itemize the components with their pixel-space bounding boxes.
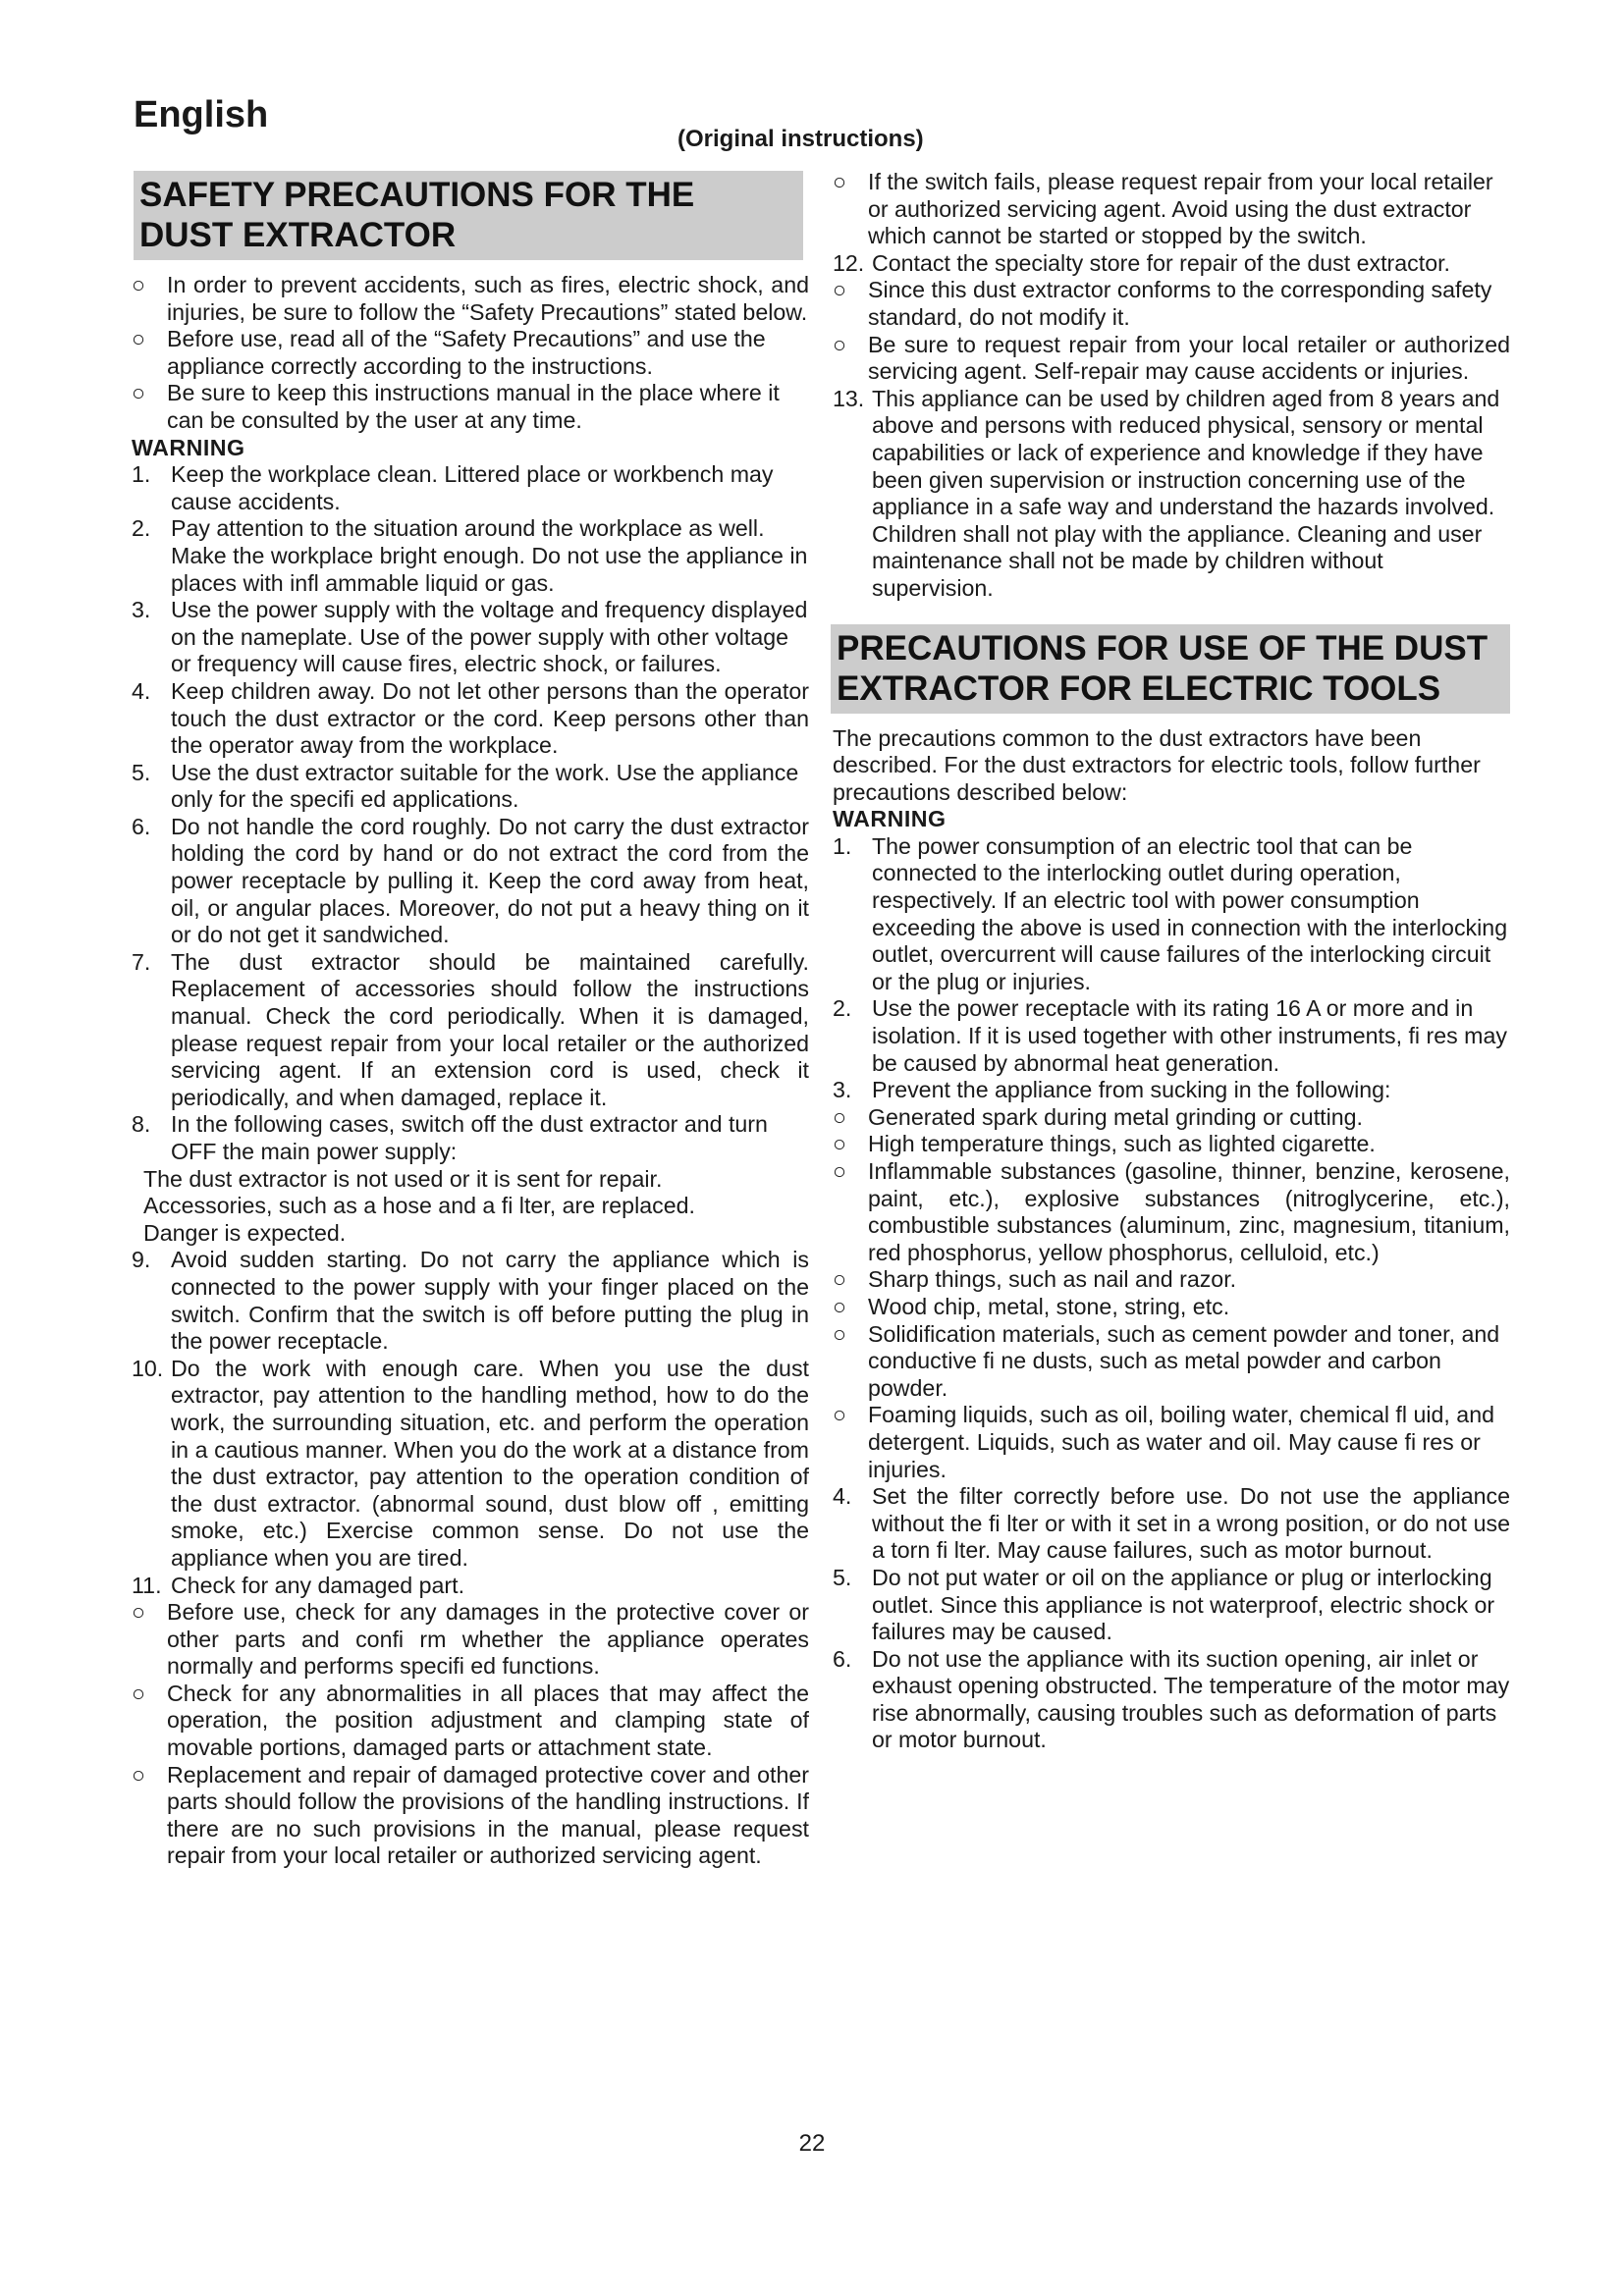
item-number: 11. — [132, 1572, 162, 1598]
list-item — [132, 461, 809, 515]
circle-bullet-icon: ○ — [132, 272, 146, 297]
list-item — [132, 1247, 809, 1355]
sucking-hazard-bullet — [833, 1266, 1510, 1294]
bullet-text: Generated spark during metal grinding or cutting. — [868, 1103, 1363, 1130]
sucking-hazard-bullet — [833, 1158, 1510, 1266]
check-bullet — [132, 1762, 809, 1870]
list-item — [833, 1077, 1510, 1104]
list-item — [132, 678, 809, 760]
item-text: Keep children away. Do not let other persons than the operator touch the dust extractor or the cord. Keep persons other than the operator away from the workplace. — [171, 677, 809, 759]
bullet-text: Before use, check for any damages in the protective cover or other parts and confi rm whether the appliance operates normally and performs specifi ed functions. — [167, 1599, 809, 1680]
original-instructions-label: (Original instructions) — [677, 126, 924, 152]
item-number: 4. — [833, 1483, 852, 1510]
list-item — [833, 833, 1510, 996]
circle-bullet-icon: ○ — [833, 1158, 847, 1184]
list-item — [833, 1565, 1510, 1646]
list-item — [132, 1356, 809, 1573]
check-bullet — [833, 277, 1510, 331]
item-text: Do not handle the cord roughly. Do not carry the dust extractor holding the cord by hand or do not extract the cord from the power receptacle by pulling it. Keep the cord away from heat, oil, or angular places. Moreover, do not put a heavy thing on it or do not get it sandwiched. — [171, 813, 809, 948]
page-number: 22 — [798, 2130, 826, 2157]
item-text: Avoid sudden starting. Do not carry the appliance which is connected to the power supply with your finger placed on the switch. Confirm that the switch is off before putting the plug in the power receptacle. — [171, 1247, 809, 1355]
sub-item: The dust extractor is not used or it is sent for repair. — [143, 1165, 663, 1192]
item-text: In the following cases, switch off the dust extractor and turn OFF the main power supply: — [171, 1111, 768, 1164]
item-number: 2. — [833, 995, 852, 1022]
list-item — [833, 250, 1510, 278]
item-number: 8. — [132, 1111, 151, 1138]
bullet-text: Inflammable substances (gasoline, thinner, benzine, kerosene, paint, etc.), explosive substances (nitroglycerine, etc.), combustible substances (aluminum, zinc, magnesium, titanium, red phosphorus, yellow phosphorus, celluloid, etc.) — [868, 1158, 1510, 1265]
item-number: 13. — [833, 385, 865, 411]
circle-bullet-icon: ○ — [132, 326, 146, 352]
item-number: 6. — [833, 1645, 852, 1672]
electric-tools-precautions-heading: PRECAUTIONS FOR USE OF THE DUST EXTRACTOR FOR ELECTRIC TOOLS — [831, 624, 1510, 714]
item-number: 4. — [132, 677, 151, 704]
item-text: Set the filter correctly before use. Do not use the appliance without the fi lter or with it set in a wrong position, or do not use a torn fi lter. May cause failures, such as motor burnout. — [872, 1483, 1510, 1564]
bullet-text: Foaming liquids, such as oil, boiling water, chemical fl uid, and detergent. Liquids, such as water and oil. May cause fi res or injuries. — [868, 1402, 1494, 1482]
item-text: Use the power receptacle with its rating 16 A or more and in isolation. If it is used together with other instruments, fi res may be caused by abnormal heat generation. — [872, 995, 1507, 1076]
sucking-hazard-bullet — [833, 1104, 1510, 1132]
sucking-hazard-bullet — [833, 1131, 1510, 1158]
bullet-text: Be sure to request repair from your local retailer or authorized servicing agent. Self-repair may cause accidents or injuries. — [868, 331, 1510, 385]
list-item — [132, 1573, 809, 1600]
circle-bullet-icon: ○ — [833, 169, 847, 194]
check-bullet — [132, 1681, 809, 1762]
right-column — [833, 169, 1510, 1754]
item-number: 1. — [833, 832, 852, 859]
bullet-text: If the switch fails, please request repair from your local retailer or authorized servicing agent. Avoid using the dust extractor which cannot be started or stopped by the switch. — [868, 169, 1493, 249]
item-text: Do the work with enough care. When you use the dust extractor, pay attention to the handling method, how to do the work, the surrounding situation, etc. and perform the operation in a cautious manner. When you do the work at a distance from the dust extractor, pay attention to the operation condition of the dust extractor. (abnormal sound, dust blow off , emitting smoke, etc.) Exercise common sense. Do not use the appliance when you are tired. — [171, 1355, 809, 1571]
circle-bullet-icon: ○ — [833, 1320, 847, 1347]
check-bullet — [833, 169, 1510, 250]
circle-bullet-icon: ○ — [833, 331, 847, 357]
item-text: Use the power supply with the voltage and frequency displayed on the nameplate. Use of the power supply with other voltage or frequency will cause fires, electric shock, or failures. — [171, 597, 808, 677]
bullet-text: High temperature things, such as lighted cigarette. — [868, 1131, 1376, 1157]
sucking-hazard-bullet — [833, 1402, 1510, 1483]
circle-bullet-icon: ○ — [132, 1599, 146, 1626]
list-item — [132, 949, 809, 1112]
check-bullet — [833, 332, 1510, 386]
circle-bullet-icon: ○ — [132, 1761, 146, 1788]
item-text: Contact the specialty store for repair of the dust extractor. — [872, 249, 1450, 276]
item-number: 3. — [132, 597, 151, 623]
list-item — [132, 515, 809, 597]
sub-item: Danger is expected. — [143, 1219, 347, 1246]
intro-bullet — [132, 326, 809, 380]
list-item — [132, 597, 809, 678]
bullet-text: Sharp things, such as nail and razor. — [868, 1266, 1237, 1293]
bullet-text: Be sure to keep this instructions manual in the place where it can be consulted by the user at any time. — [167, 380, 780, 433]
safety-precautions-heading: SAFETY PRECAUTIONS FOR THE DUST EXTRACTOR — [134, 171, 803, 260]
bullet-text: Wood chip, metal, stone, string, etc. — [868, 1293, 1230, 1319]
list-item — [833, 386, 1510, 603]
circle-bullet-icon: ○ — [833, 1103, 847, 1130]
circle-bullet-icon: ○ — [833, 1293, 847, 1319]
item-number: 5. — [132, 759, 151, 785]
item-number: 5. — [833, 1564, 852, 1590]
item-text: Check for any damaged part. — [171, 1572, 465, 1598]
circle-bullet-icon: ○ — [833, 277, 847, 303]
list-item — [132, 760, 809, 814]
circle-bullet-icon: ○ — [132, 380, 146, 406]
item-text: Use the dust extractor suitable for the work. Use the appliance only for the specifi ed applications. — [171, 759, 799, 813]
item-number: 2. — [132, 515, 151, 542]
item-text: Keep the workplace clean. Littered place or workbench may cause accidents. — [171, 461, 774, 514]
item-number: 9. — [132, 1247, 151, 1273]
item-text: Prevent the appliance from sucking in the following: — [872, 1077, 1391, 1103]
bullet-text: Since this dust extractor conforms to the corresponding safety standard, do not modify it. — [868, 277, 1492, 330]
warning-label: WARNING — [833, 806, 947, 832]
item-text: Do not put water or oil on the appliance or plug or interlocking outlet. Since this appliance is not waterproof, electric shock or failures may be caused. — [872, 1564, 1495, 1645]
list-item — [833, 1646, 1510, 1754]
circle-bullet-icon: ○ — [833, 1131, 847, 1157]
sub-item: Accessories, such as a hose and a fi lter, are replaced. — [143, 1193, 695, 1219]
item-number: 12. — [833, 249, 865, 276]
item-text: This appliance can be used by children aged from 8 years and above and persons with reduced physical, sensory or mental capabilities or lack of experience and knowledge if they have been given supervision or instruction concerning use of the appliance in a safe way and understand the hazards involved. Children shall not play with the appliance. Cleaning and user maintenance shall not be made by children without supervision. — [872, 385, 1500, 601]
item-number: 1. — [132, 461, 151, 488]
intro-bullet — [132, 272, 809, 326]
circle-bullet-icon: ○ — [833, 1266, 847, 1293]
bullet-text: Before use, read all of the “Safety Precautions” and use the appliance correctly according to the instructions. — [167, 326, 766, 379]
item-number: 10. — [132, 1355, 164, 1381]
sucking-hazard-bullet — [833, 1294, 1510, 1321]
item-text: Do not use the appliance with its suction opening, air inlet or exhaust opening obstructed. The temperature of the motor may rise abnormally, causing troubles such as deformation of parts or motor burnout. — [872, 1645, 1510, 1753]
list-item — [833, 1483, 1510, 1565]
left-column — [132, 171, 809, 1870]
item-number: 7. — [132, 948, 151, 975]
warning-label: WARNING — [132, 434, 245, 460]
item-text: The power consumption of an electric tool that can be connected to the interlocking outlet during operation, respectively. If an electric tool with power consumption exceeding the above is used in connection with the interlocking outlet, overcurrent will cause failures of the interlocking circuit or the plug or injuries. — [872, 832, 1508, 994]
circle-bullet-icon: ○ — [833, 1402, 847, 1428]
check-bullet — [132, 1599, 809, 1681]
bullet-text: Replacement and repair of damaged protective cover and other parts should follow the provisions of the handling instructions. If there are no such provisions in the manual, please request repair from your local retailer or authorized servicing agent. — [167, 1761, 809, 1869]
page-language: English — [134, 94, 269, 135]
bullet-text: Solidification materials, such as cement powder and toner, and conductive fi ne dusts, such as metal powder and carbon powder. — [868, 1320, 1500, 1401]
item-number: 6. — [132, 813, 151, 839]
section-intro: The precautions common to the dust extractors have been described. For the dust extractors for electric tools, follow further precautions described below: — [833, 724, 1481, 805]
item-text: Pay attention to the situation around the workplace as well. Make the workplace bright enough. Do not use the appliance in places with infl ammable liquid or gas. — [171, 515, 808, 596]
item-number: 3. — [833, 1077, 852, 1103]
list-item — [833, 995, 1510, 1077]
bullet-text: Check for any abnormalities in all places that may affect the operation, the position adjustment and clamping state of movable portions, damaged parts or attachment state. — [167, 1680, 809, 1761]
bullet-text: In order to prevent accidents, such as fires, electric shock, and injuries, be sure to follow the “Safety Precautions” stated below. — [167, 272, 809, 325]
item-text: The dust extractor should be maintained carefully. Replacement of accessories should follow the instructions manual. Check the cord periodically. When it is damaged, please request repair from your local retailer or the authorized servicing agent. If an extension cord is used, check it periodically, and when damaged, replace it. — [171, 948, 809, 1110]
circle-bullet-icon: ○ — [132, 1680, 146, 1706]
intro-bullet — [132, 380, 809, 434]
list-item — [132, 814, 809, 949]
list-item — [132, 1111, 809, 1165]
sucking-hazard-bullet — [833, 1321, 1510, 1403]
